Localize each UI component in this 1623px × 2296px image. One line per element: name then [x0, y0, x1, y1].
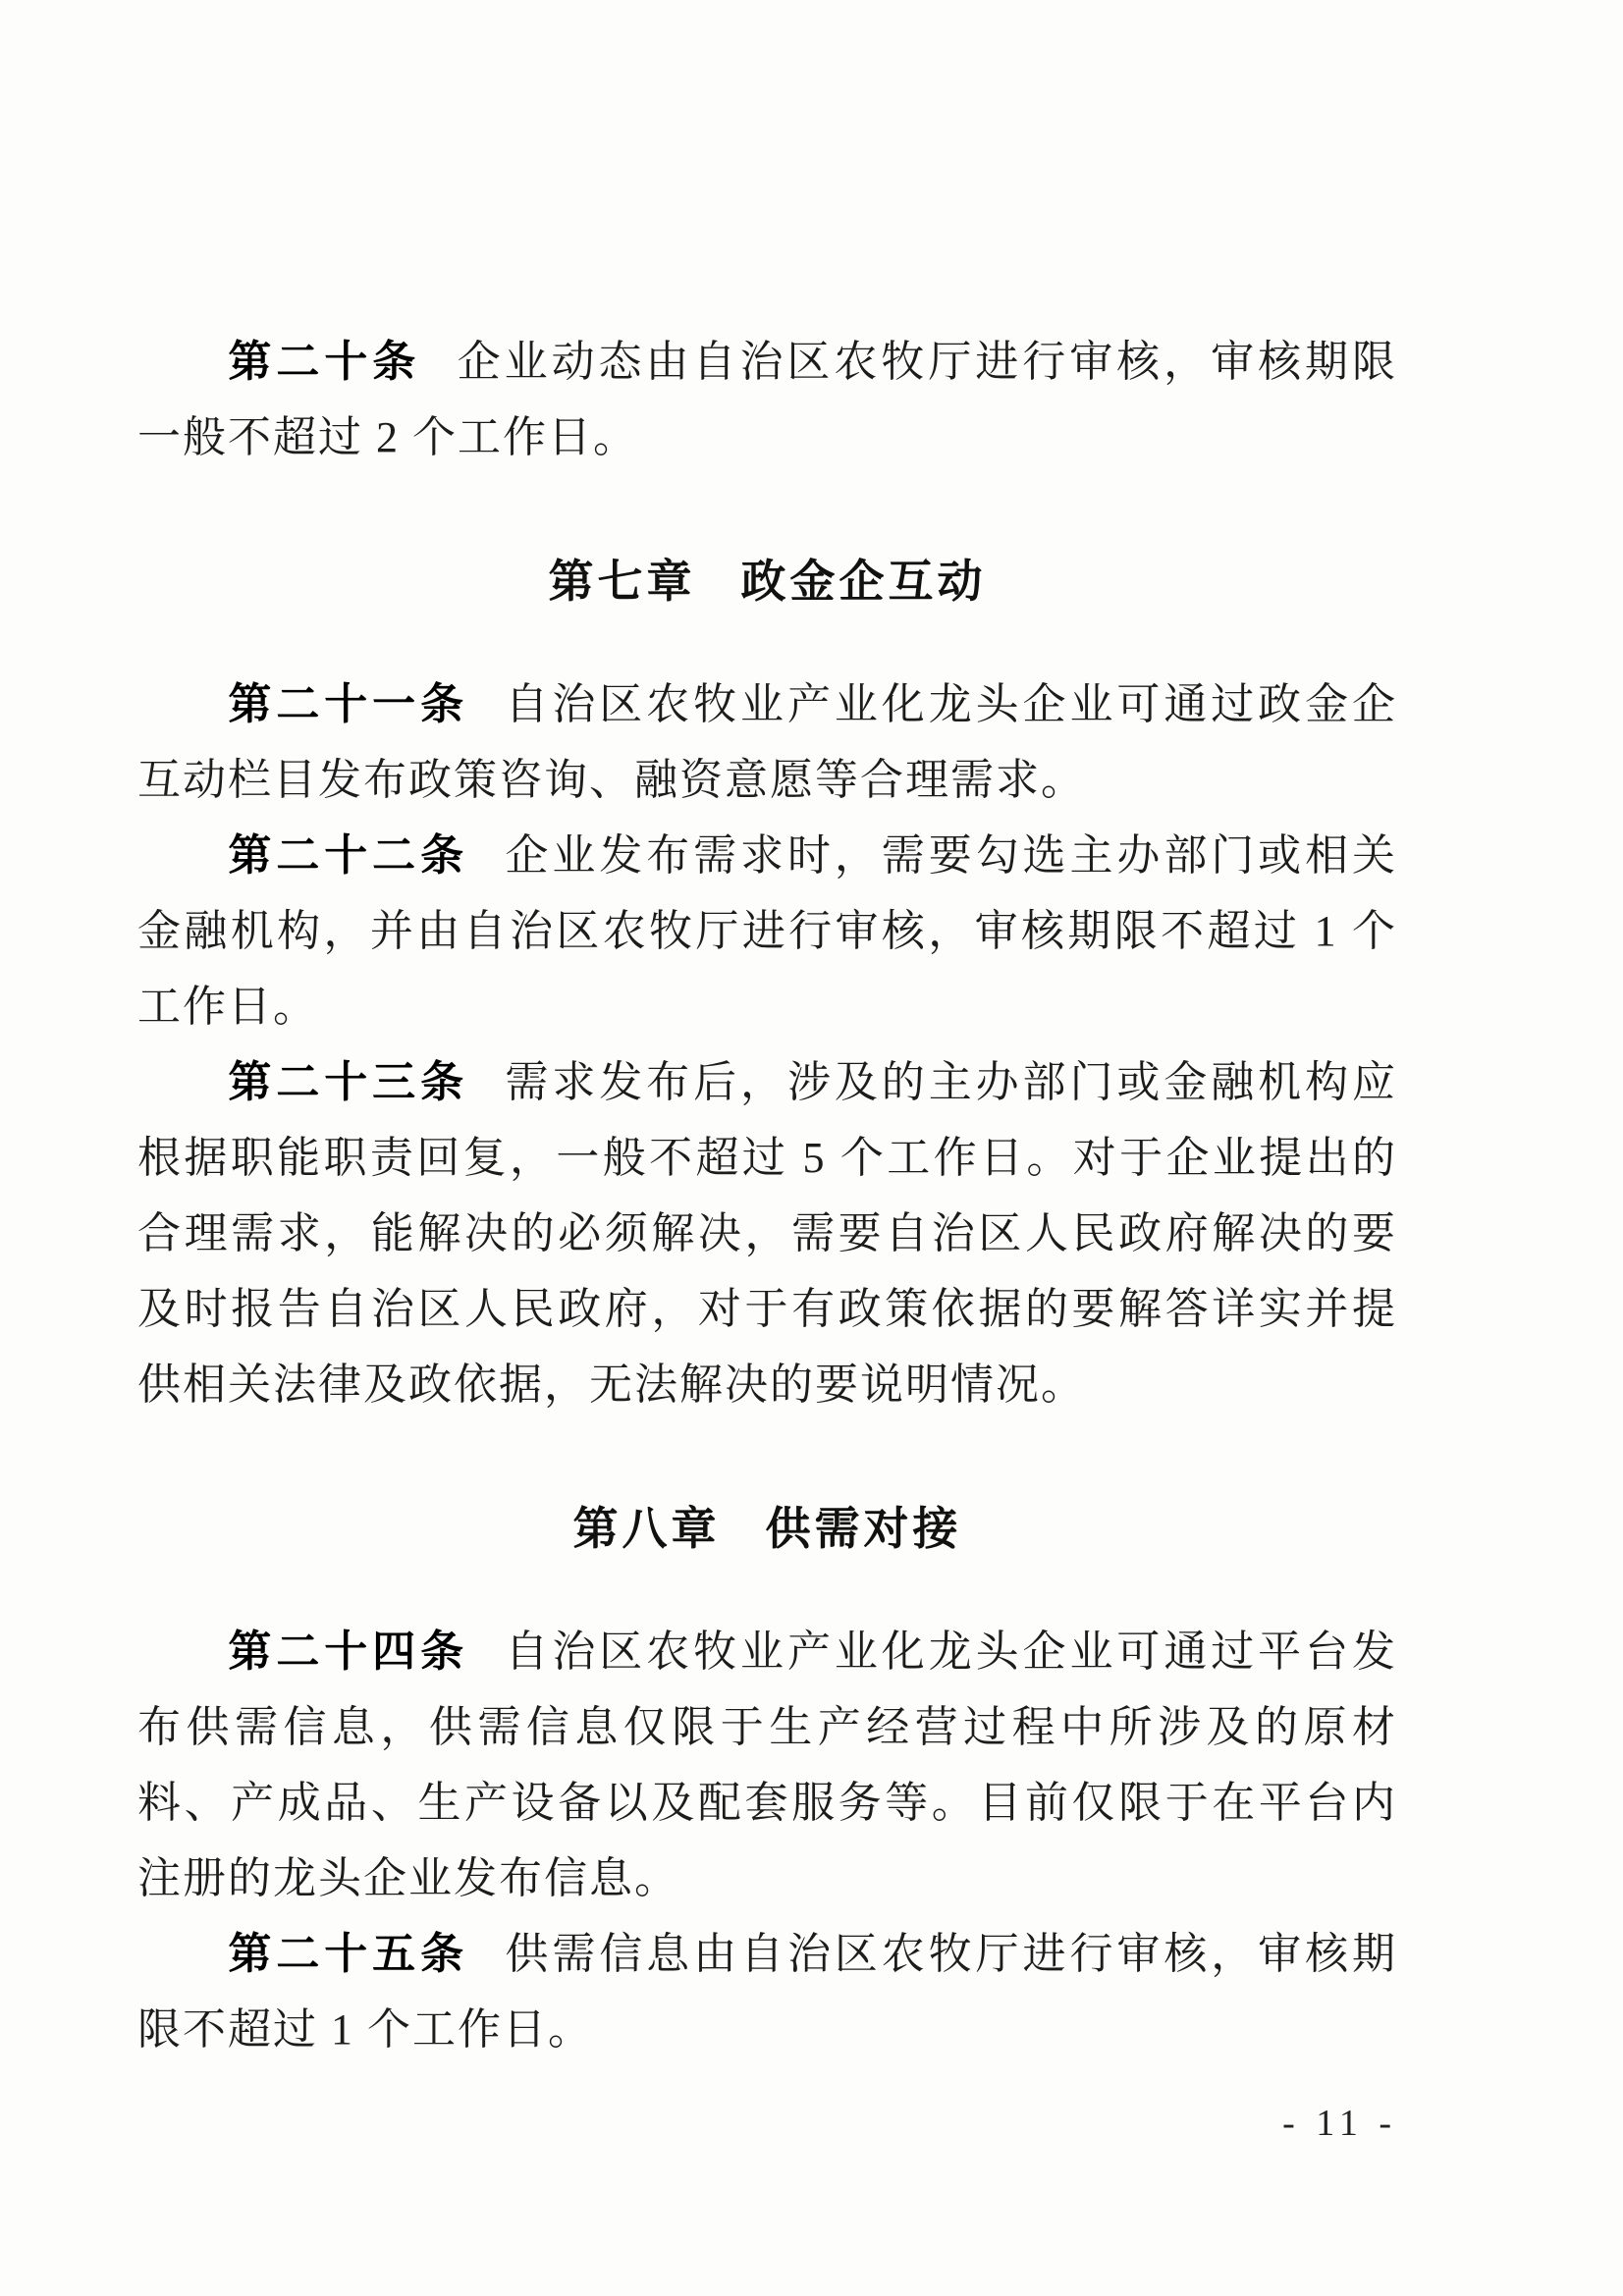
- document-content: [137, 324, 1397, 2146]
- article-20-number: 第二十条: [228, 338, 421, 386]
- chapter-7-title: 政金企互动: [740, 556, 987, 607]
- chapter-7-heading: [137, 544, 1397, 619]
- page-number: - 11 -: [1282, 2103, 1397, 2144]
- chapter-8-title: 供需对接: [765, 1503, 962, 1554]
- article-20-text: 企业动态由自治区农牧厅进行审核，审核期限一般不超过 2 个工作日。: [137, 338, 1398, 461]
- article-23-number: 第二十三条: [228, 1058, 469, 1106]
- article-21-text: 自治区农牧业产业化龙头企业可通过政金企互动栏目发布政策咨询、融资意愿等合理需求。: [137, 680, 1398, 804]
- chapter-8-heading: [137, 1491, 1397, 1567]
- article-25-number: 第二十五条: [228, 1930, 469, 1978]
- chapter-7-number: 第七章: [548, 556, 696, 607]
- article-25-text: 供需信息由自治区农牧厅进行审核，审核期限不超过 1 个工作日。: [137, 1930, 1398, 2054]
- article-22-number: 第二十二条: [228, 831, 469, 880]
- article-24: [137, 1614, 1397, 1916]
- article-21: [137, 667, 1397, 818]
- article-22: [137, 818, 1397, 1044]
- article-20: [137, 324, 1397, 475]
- article-23: [137, 1044, 1397, 1422]
- article-24-text: 自治区农牧业产业化龙头企业可通过平台发布供需信息，供需信息仅限于生产经营过程中所涉及的原材料、产成品、生产设备以及配套服务等。目前仅限于在平台内注册的龙头企业发布信息。: [137, 1628, 1398, 1902]
- chapter-8-number: 第八章: [572, 1503, 721, 1554]
- article-21-number: 第二十一条: [228, 680, 469, 728]
- article-25: [137, 1916, 1397, 2067]
- article-22-text: 企业发布需求时，需要勾选主办部门或相关金融机构，并由自治区农牧厅进行审核，审核期限不超过 1 个工作日。: [137, 831, 1398, 1031]
- article-23-text: 需求发布后，涉及的主办部门或金融机构应根据职能职责回复，一般不超过 5 个工作日。对于企业提出的合理需求，能解决的必须解决，需要自治区人民政府解决的要及时报告自治区人民政府，对于有政策依据的要解答详实并提供相关法律及政依据，无法解决的要说明情况。: [137, 1058, 1398, 1409]
- article-24-number: 第二十四条: [228, 1628, 469, 1676]
